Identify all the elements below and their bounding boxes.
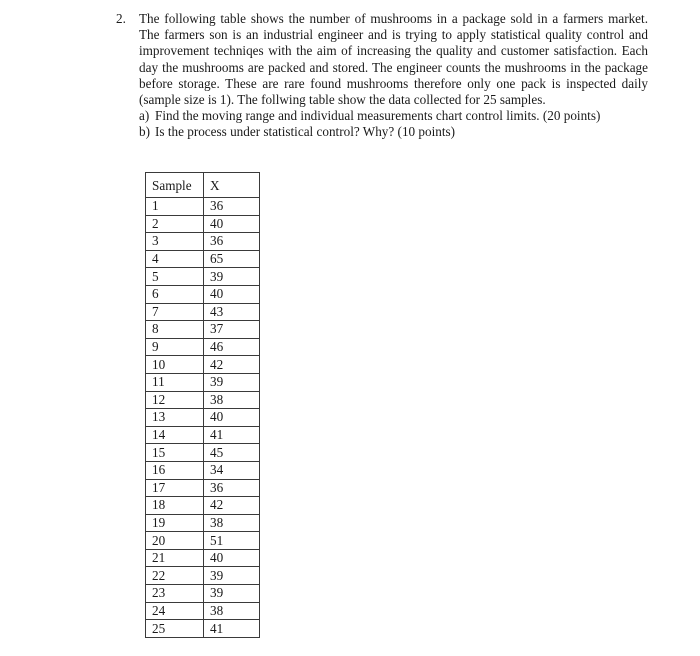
sample-cell: 8 <box>146 321 204 339</box>
table-row <box>146 198 260 216</box>
part-text: Is the process under statistical control? Why? (10 points) <box>155 124 456 140</box>
x-value-cell: 36 <box>204 233 260 251</box>
mushroom-data-table <box>145 172 260 638</box>
table-row <box>146 356 260 374</box>
part-text: Find the moving range and individual measurements chart control limits. (20 points) <box>155 108 601 124</box>
x-value-cell: 65 <box>204 250 260 268</box>
question-block <box>116 11 648 141</box>
table-row <box>146 391 260 409</box>
sample-cell: 2 <box>146 215 204 233</box>
x-value-cell: 39 <box>204 373 260 391</box>
question-number: 2. <box>116 11 126 26</box>
table-row <box>146 497 260 515</box>
sample-cell: 25 <box>146 620 204 638</box>
table-body <box>146 198 260 638</box>
sample-cell: 22 <box>146 567 204 585</box>
sample-cell: 19 <box>146 514 204 532</box>
x-value-cell: 38 <box>204 391 260 409</box>
sample-cell: 12 <box>146 391 204 409</box>
table-row <box>146 250 260 268</box>
x-value-cell: 45 <box>204 444 260 462</box>
sample-cell: 3 <box>146 233 204 251</box>
question-part-a <box>139 108 648 124</box>
table-row <box>146 602 260 620</box>
x-value-cell: 38 <box>204 602 260 620</box>
question-parts <box>139 108 648 140</box>
x-value-cell: 43 <box>204 303 260 321</box>
x-value-cell: 41 <box>204 620 260 638</box>
x-value-cell: 39 <box>204 585 260 603</box>
table-row <box>146 444 260 462</box>
sample-cell: 24 <box>146 602 204 620</box>
x-value-cell: 39 <box>204 567 260 585</box>
table-row <box>146 461 260 479</box>
x-value-cell: 40 <box>204 285 260 303</box>
x-value-cell: 42 <box>204 356 260 374</box>
part-label: b) <box>139 124 150 140</box>
sample-cell: 11 <box>146 373 204 391</box>
sample-cell: 18 <box>146 497 204 515</box>
table-header-row <box>146 173 260 198</box>
table-row <box>146 514 260 532</box>
x-value-cell: 46 <box>204 338 260 356</box>
sample-cell: 1 <box>146 198 204 216</box>
x-value-cell: 39 <box>204 268 260 286</box>
table-row <box>146 567 260 585</box>
question-text: The following table shows the number of mushrooms in a package sold in a farmers market. The farmers son is an industrial engineer and is trying to apply statistical quality control and improvement techniqes with the aim of increasing the quality and customer satisfaction. Each day the mushrooms are packed and stored. The engineer counts the mushrooms in the package before storage. These are rare found mushrooms therefore only one pack is inspected daily (sample size is 1). The follwing table show the data collected for 25 samples. <box>139 11 648 108</box>
column-header-x: X <box>204 173 260 198</box>
sample-cell: 21 <box>146 549 204 567</box>
table-row <box>146 585 260 603</box>
sample-cell: 14 <box>146 426 204 444</box>
x-value-cell: 40 <box>204 549 260 567</box>
question-header <box>116 11 648 108</box>
sample-cell: 6 <box>146 285 204 303</box>
table-row <box>146 549 260 567</box>
x-value-cell: 36 <box>204 198 260 216</box>
x-value-cell: 41 <box>204 426 260 444</box>
x-value-cell: 40 <box>204 215 260 233</box>
table-row <box>146 426 260 444</box>
question-part-b <box>139 124 648 140</box>
table-row <box>146 285 260 303</box>
table-row <box>146 532 260 550</box>
table-row <box>146 338 260 356</box>
sample-cell: 9 <box>146 338 204 356</box>
table-row <box>146 233 260 251</box>
sample-cell: 7 <box>146 303 204 321</box>
column-header-sample: Sample <box>146 173 204 198</box>
table-row <box>146 321 260 339</box>
sample-cell: 4 <box>146 250 204 268</box>
x-value-cell: 36 <box>204 479 260 497</box>
sample-cell: 13 <box>146 409 204 427</box>
table-row <box>146 215 260 233</box>
x-value-cell: 38 <box>204 514 260 532</box>
x-value-cell: 40 <box>204 409 260 427</box>
table-row <box>146 409 260 427</box>
sample-cell: 15 <box>146 444 204 462</box>
table-row <box>146 373 260 391</box>
table-row <box>146 268 260 286</box>
sample-cell: 10 <box>146 356 204 374</box>
sample-cell: 23 <box>146 585 204 603</box>
x-value-cell: 51 <box>204 532 260 550</box>
sample-cell: 16 <box>146 461 204 479</box>
sample-cell: 5 <box>146 268 204 286</box>
part-label: a) <box>139 108 150 124</box>
table-row <box>146 303 260 321</box>
table-row <box>146 620 260 638</box>
x-value-cell: 37 <box>204 321 260 339</box>
sample-cell: 17 <box>146 479 204 497</box>
table-row <box>146 479 260 497</box>
x-value-cell: 34 <box>204 461 260 479</box>
sample-cell: 20 <box>146 532 204 550</box>
x-value-cell: 42 <box>204 497 260 515</box>
